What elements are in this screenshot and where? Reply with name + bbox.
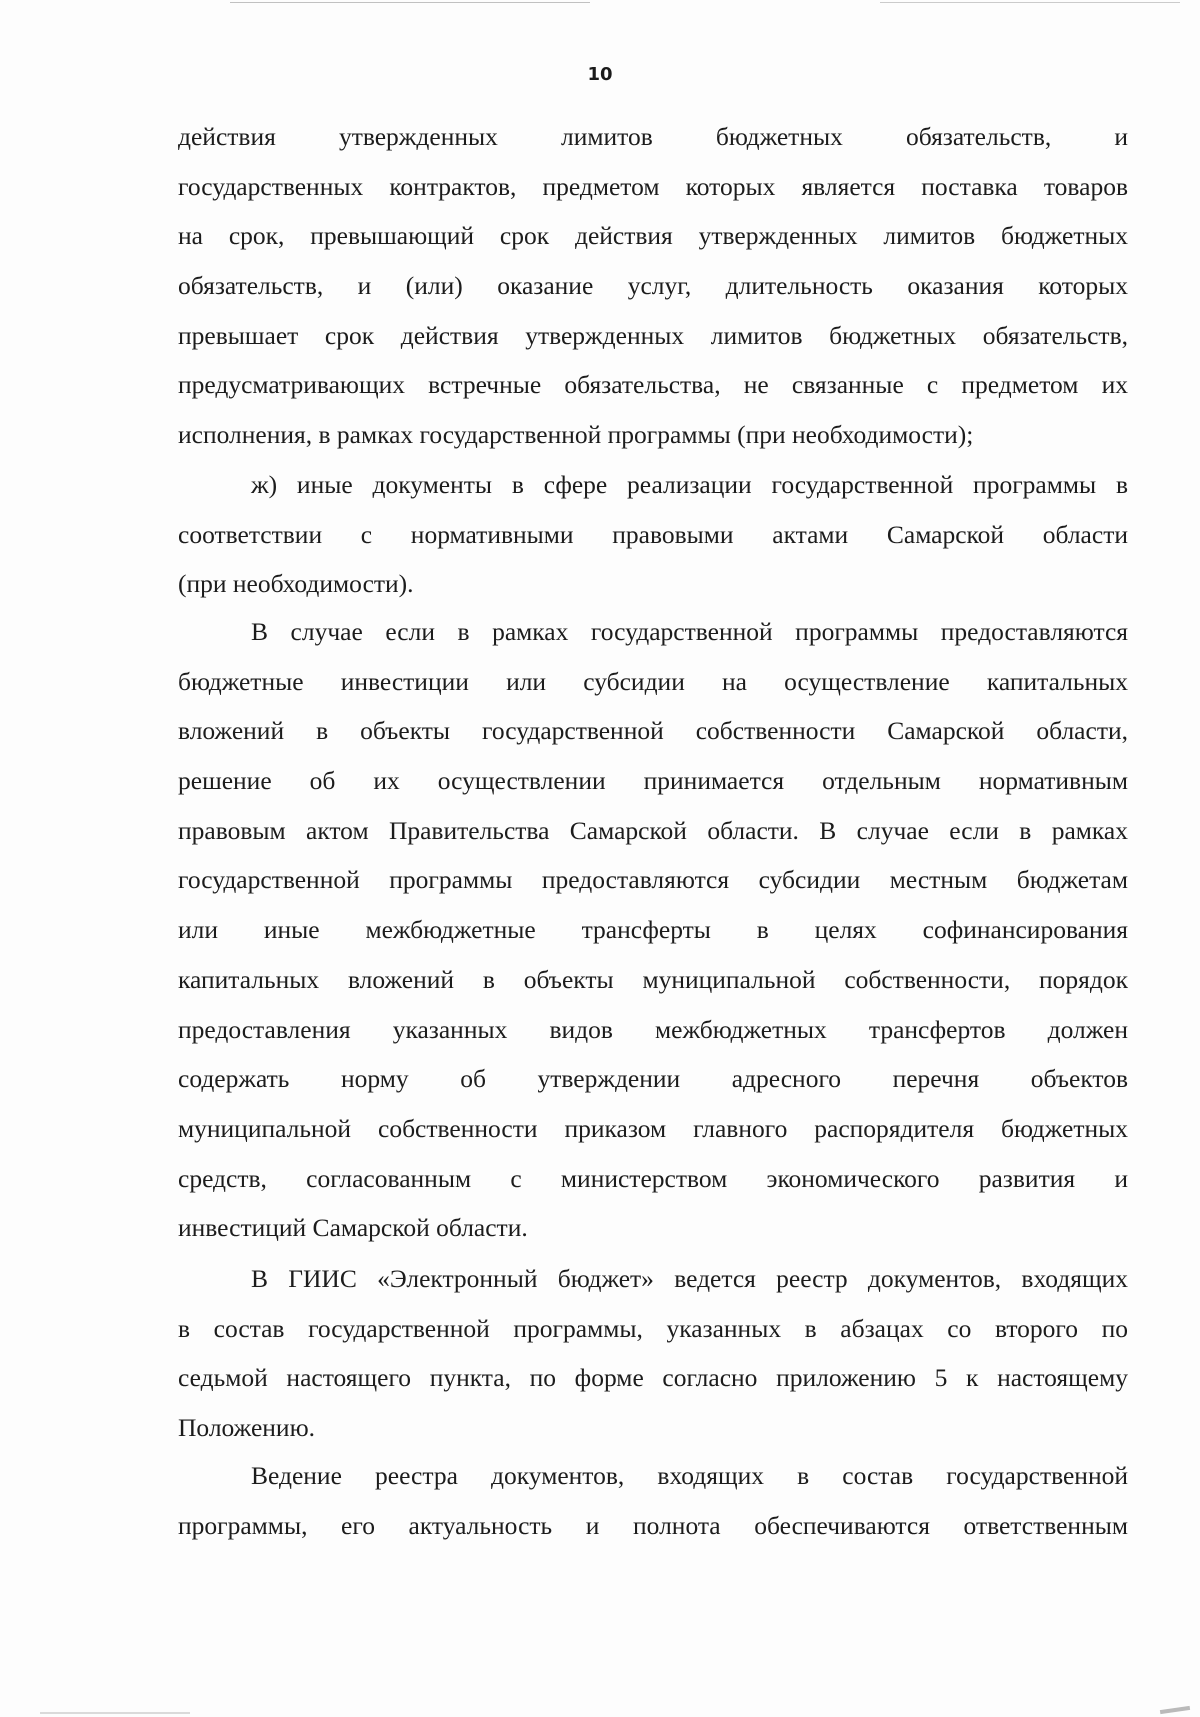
text-line: В случае если в рамках государственной программы предоставляются — [251, 617, 1128, 646]
scan-artifact — [40, 1712, 190, 1714]
scan-artifact — [230, 2, 590, 3]
text-line: капитальных вложений в объекты муниципальной собственности, порядок — [178, 964, 1128, 994]
paragraph-registry — [178, 1254, 1128, 1453]
paragraph-registry-maintenance — [178, 1451, 1128, 1550]
text-line: государственных контрактов, предметом которых является поставка товаров — [178, 171, 1128, 201]
text-line: содержать норму об утверждении адресного перечня объектов — [178, 1064, 1128, 1094]
text-line: государственной программы предоставляются субсидии местным бюджетам — [178, 865, 1128, 895]
text-line: соответствии с нормативными правовыми актами Самарской области — [178, 519, 1128, 549]
paragraph-item-zh — [178, 460, 1128, 609]
text-line: инвестиций Самарской области. — [178, 1213, 528, 1243]
paragraph-continuation — [178, 112, 1128, 460]
scan-artifact — [1160, 1706, 1190, 1714]
text-line: на срок, превышающий срок действия утвержденных лимитов бюджетных — [178, 221, 1128, 251]
text-line: ж) иные документы в сфере реализации государственной программы в — [251, 470, 1128, 499]
text-line: действия утвержденных лимитов бюджетных обязательств, и — [178, 122, 1128, 151]
text-line: средств, согласованным с министерством экономического развития и — [178, 1163, 1128, 1193]
text-line: вложений в объекты государственной собственности Самарской области, — [178, 716, 1128, 746]
text-line: В ГИИС «Электронный бюджет» ведется реестр документов, входящих — [251, 1264, 1128, 1293]
text-line: седьмой настоящего пункта, по форме согласно приложению 5 к настоящему — [178, 1363, 1128, 1393]
text-line: предусматривающих встречные обязательства, не связанные с предметом их — [178, 370, 1128, 400]
text-line: решение об их осуществлении принимается отдельным нормативным — [178, 766, 1128, 796]
text-line: исполнения, в рамках государственной программы (при необходимости); — [178, 420, 974, 450]
scan-artifact — [880, 2, 1180, 3]
paragraph-investments — [178, 607, 1128, 1253]
text-line: (при необходимости). — [178, 569, 414, 599]
text-line: или иные межбюджетные трансферты в целях софинансирования — [178, 915, 1128, 945]
text-line: муниципальной собственности приказом главного распорядителя бюджетных — [178, 1113, 1128, 1143]
text-line: в состав государственной программы, указанных в абзацах со второго по — [178, 1313, 1128, 1343]
text-line: предоставления указанных видов межбюджетных трансфертов должен — [178, 1014, 1128, 1044]
text-line: превышает срок действия утвержденных лимитов бюджетных обязательств, — [178, 320, 1128, 350]
text-line: бюджетные инвестиции или субсидии на осуществление капитальных — [178, 666, 1128, 696]
text-line: Положению. — [178, 1413, 315, 1443]
text-line: правовым актом Правительства Самарской области. В случае если в рамках — [178, 815, 1128, 845]
text-line: программы, его актуальность и полнота обеспечиваются ответственным — [178, 1510, 1128, 1540]
text-line: Ведение реестра документов, входящих в состав государственной — [251, 1461, 1128, 1490]
page-number: 10 — [587, 64, 613, 85]
text-line: обязательств, и (или) оказание услуг, длительность оказания которых — [178, 271, 1128, 301]
